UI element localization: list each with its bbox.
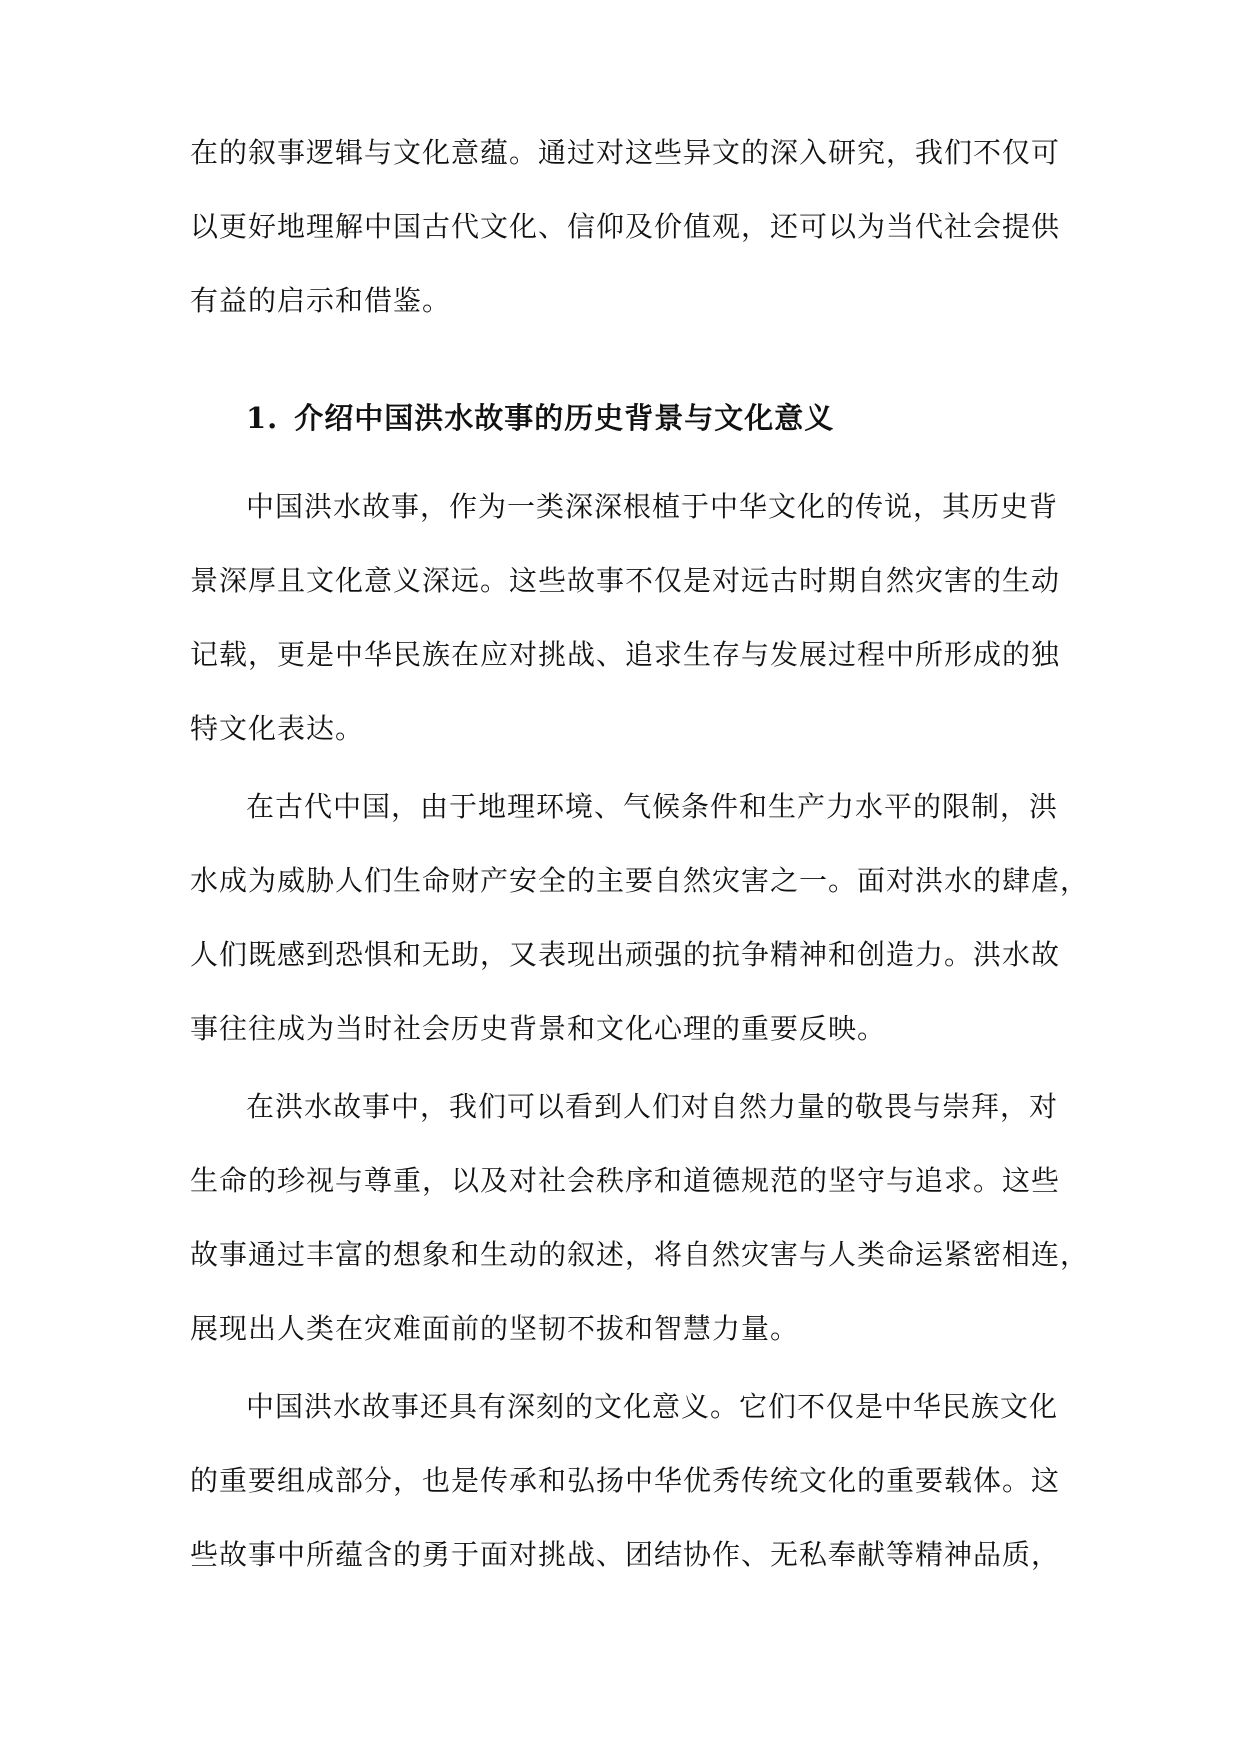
text-line: 的重要组成部分，也是传承和弘扬中华优秀传统文化的重要载体。这 (190, 1464, 1061, 1497)
text-line: 在古代中国，由于地理环境、气候条件和生产力水平的限制，洪 (246, 790, 1059, 823)
section-title: 介绍中国洪水故事的历史背景与文化意义 (294, 401, 835, 435)
paragraph-3 (190, 1070, 1090, 1366)
text-line: 中国洪水故事还具有深刻的文化意义。它们不仅是中华民族文化 (246, 1390, 1059, 1423)
intro-paragraph (190, 116, 1061, 338)
text-line: 生命的珍视与尊重，以及对社会秩序和道德规范的坚守与追求。这些 (190, 1164, 1061, 1197)
text-line: 故事通过丰富的想象和生动的叙述，将自然灾害与人类命运紧密相连， (190, 1238, 1090, 1271)
text-line: 展现出人类在灾难面前的坚韧不拔和智慧力量。 (190, 1312, 800, 1345)
text-line: 中国洪水故事，作为一类深深根植于中华文化的传说，其历史背 (246, 490, 1059, 523)
text-line: 景深厚且文化意义深远。这些故事不仅是对远古时期自然灾害的生动 (190, 564, 1061, 597)
text-line: 在的叙事逻辑与文化意蕴。通过对这些异文的深入研究，我们不仅可 (190, 136, 1061, 169)
paragraph-4 (190, 1370, 1061, 1592)
text-line: 人们既感到恐惧和无助，又表现出顽强的抗争精神和创造力。洪水故 (190, 938, 1061, 971)
text-line: 在洪水故事中，我们可以看到人们对自然力量的敬畏与崇拜，对 (246, 1090, 1059, 1123)
text-line: 水成为威胁人们生命财产安全的主要自然灾害之一。面对洪水的肆虐， (190, 864, 1090, 897)
text-line: 记载，更是中华民族在应对挑战、追求生存与发展过程中所形成的独 (190, 638, 1061, 671)
section-heading (246, 398, 834, 438)
text-line: 特文化表达。 (190, 712, 365, 745)
text-line: 以更好地理解中国古代文化、信仰及价值观，还可以为当代社会提供 (190, 210, 1061, 243)
text-line: 些故事中所蕴含的勇于面对挑战、团结协作、无私奉献等精神品质， (190, 1538, 1061, 1571)
paragraph-2 (190, 770, 1090, 1066)
section-number: 1. (246, 401, 279, 435)
text-line: 事往往成为当时社会历史背景和文化心理的重要反映。 (190, 1012, 887, 1045)
text-line: 有益的启示和借鉴。 (190, 284, 452, 317)
paragraph-1 (190, 470, 1061, 766)
